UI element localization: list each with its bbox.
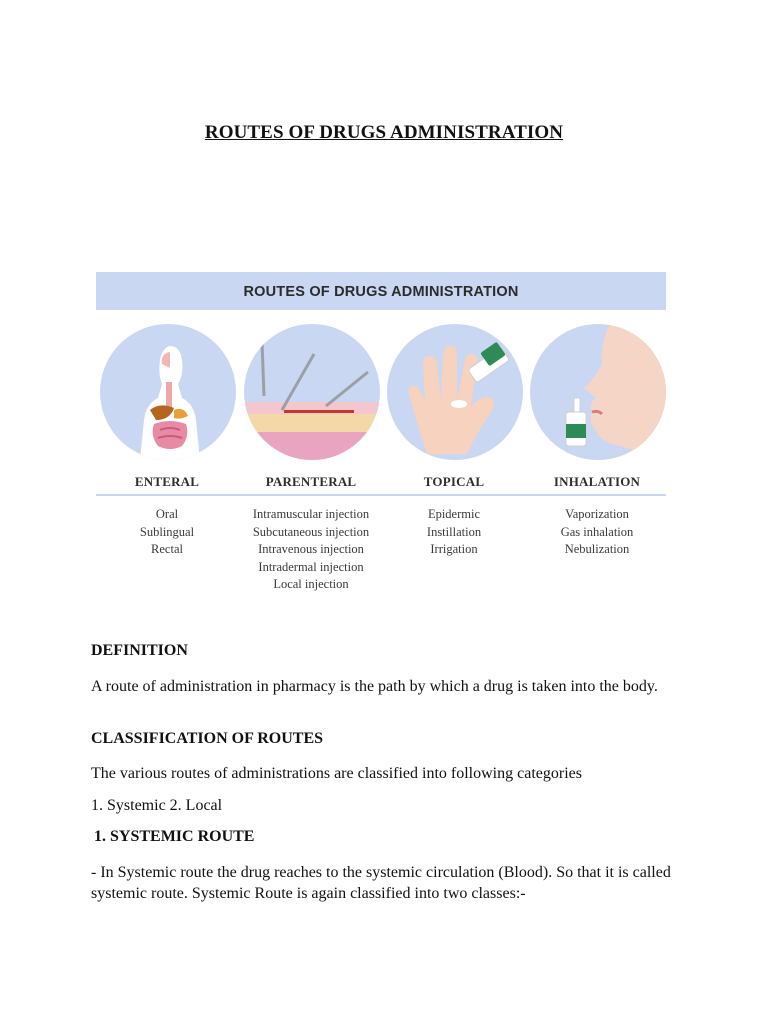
list-item: Subcutaneous injection (252, 524, 370, 539)
list-item: Rectal (151, 542, 183, 556)
infographic-banner: ROUTES OF DRUGS ADMINISTRATION (96, 272, 666, 310)
hand-ointment-icon (387, 324, 523, 460)
list-item: Intramuscular injection (252, 507, 370, 521)
list-item: Intravenous injection (258, 542, 364, 556)
list-item: Sublingual (139, 524, 195, 539)
classification-paragraph: The various routes of administrations are classified into following categories (91, 765, 582, 782)
document-title: ROUTES OF DRUGS ADMINISTRATION (204, 122, 564, 143)
parenteral-routes-list (240, 506, 382, 594)
syringe-skin-icon (244, 324, 380, 460)
list-item: Instillation (426, 524, 482, 539)
list-item: Irrigation (430, 542, 478, 556)
systemic-route-paragraph: - In Systemic route the drug reaches to the systemic circulation (Blood). So that it is called systemic route. Systemic Route is again classified into two classes:- (91, 864, 671, 902)
routes-infographic (96, 272, 666, 602)
enteral-routes-list (96, 506, 238, 559)
definition-heading: DEFINITION (91, 642, 188, 659)
nasal-spray-icon (530, 324, 666, 460)
inhalation-routes-list (526, 506, 668, 559)
list-item: Oral (155, 507, 179, 521)
list-item: Local injection (273, 577, 349, 591)
list-item: Intradermal injection (258, 559, 364, 574)
classification-list: 1. Systemic 2. Local (91, 797, 223, 814)
list-item: Epidermic (427, 507, 481, 521)
topical-routes-list (383, 506, 525, 559)
systemic-route-heading: 1. SYSTEMIC ROUTE (94, 828, 255, 845)
digestive-system-icon (100, 324, 236, 460)
category-label-inhalation: INHALATION (553, 474, 641, 489)
infographic-divider (96, 494, 666, 496)
list-item: Gas inhalation (560, 524, 634, 539)
list-item: Nebulization (564, 542, 630, 556)
list-item: Vaporization (565, 507, 629, 521)
category-label-parenteral: PARENTERAL (265, 474, 357, 489)
category-label-enteral: ENTERAL (134, 474, 200, 489)
definition-paragraph: A route of administration in pharmacy is the path by which a drug is taken into the body. (91, 678, 658, 695)
classification-heading: CLASSIFICATION OF ROUTES (91, 730, 324, 747)
category-label-topical: TOPICAL (423, 474, 485, 489)
